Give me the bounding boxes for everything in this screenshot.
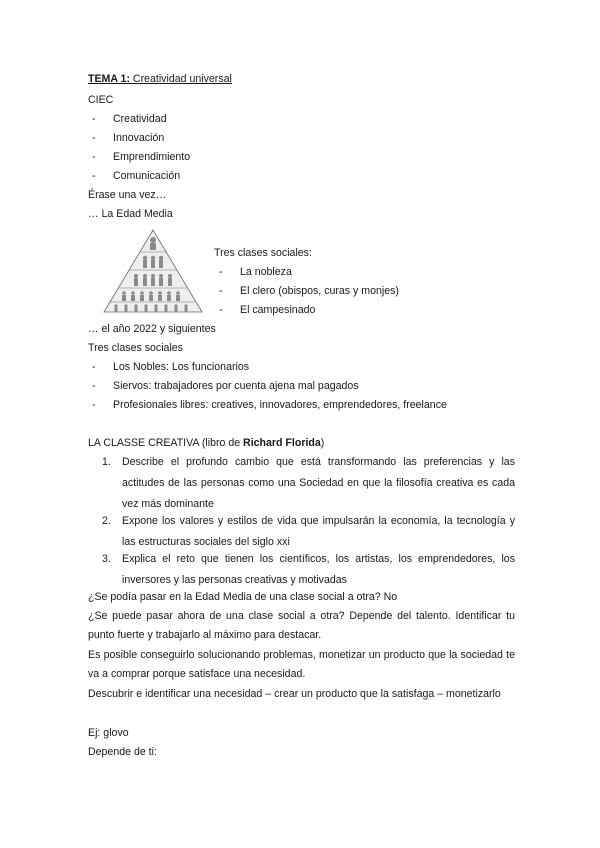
numbered-item [102,511,515,553]
classe-suffix: ) [320,437,325,449]
erase-line: Érase una vez… [88,189,167,201]
list-dash: - [219,266,223,278]
paragraph-1: Es posible conseguirlo solucionando problemas, monetizar un producto que la sociedad te va a comprar porque satisface una necesidad. [88,649,515,680]
ciec-heading: CIEC [88,94,114,106]
list-dash: - [219,285,223,297]
numbered-item [102,452,515,515]
item-text: Describe el profundo cambio que está transformando las preferencias y las actitudes de las personas como una Sociedad en que la filosofía creativa es cada vez más dominante [122,456,515,510]
item-text: Expone los valores y estilos de vida que impulsarán la economía, la tecnología y las estructuras sociales del siglo xxi [122,515,515,548]
item-number: 2. [102,515,111,527]
list-dash: - [92,399,96,411]
edad-media-line: … La Edad Media [88,208,173,220]
list-item-text: Creatividad [113,113,167,125]
classe-prefix: LA CLASSE CREATIVA (libro de [88,437,244,449]
classe-creativa-heading [88,436,324,450]
list-item-text: Innovación [113,132,165,144]
item-number: 1. [102,456,111,468]
list-dash: - [219,304,223,316]
classe-author: Richard Florida [243,437,321,449]
paragraph-2: Descubrir e identificar una necesidad – crear un producto que la satisfaga – monetizarlo [88,688,501,700]
list-item-text: Siervos: trabajadores por cuenta ajena mal pagados [113,380,359,392]
item-text: Explica el reto que tienen los científicos, los artistas, los emprendedores, los inversores y las personas creativas y motivadas [122,553,515,586]
list-item-text: El campesinado [240,304,316,316]
depende-line: Depende de ti: [88,746,157,758]
list-item-text: Profesionales libres: creatives, innovadores, emprendedores, freelance [113,399,447,411]
list-dash: - [92,132,96,144]
list-dash: - [92,361,96,373]
list-dash: - [92,170,96,182]
title-bold: TEMA 1: [88,73,130,85]
list-dash: - [92,151,96,163]
title-rest: Creatividad universal [129,73,232,85]
example-line: Ej: glovo [88,727,129,739]
list-item-text: Comunicación [113,170,181,182]
list-item-text: Los Nobles: Los funcionarios [113,361,250,373]
list-dash: - [92,380,96,392]
list-item-text: Emprendimiento [113,151,191,163]
list-item-text: La nobleza [240,266,292,278]
pyramid-caption: Tres clases sociales: [214,247,312,259]
list-item-text: El clero (obispos, curas y monjes) [240,285,399,297]
page-title [88,72,232,86]
year-2022-line: … el año 2022 y siguientes [88,323,216,335]
item-number: 3. [102,553,111,565]
question-1: ¿Se podía pasar en la Edad Media de una clase social a otra? No [88,591,398,603]
list-dash: - [92,113,96,125]
numbered-item [102,549,515,591]
tres-clases-heading: Tres clases sociales [88,342,183,354]
feudal-pyramid-image [98,228,208,316]
question-2: ¿Se puede pasar ahora de una clase social a otra? Depende del talento. Identificar tu punto fuerte y trabajarlo al máximo para destacar. [88,610,515,641]
